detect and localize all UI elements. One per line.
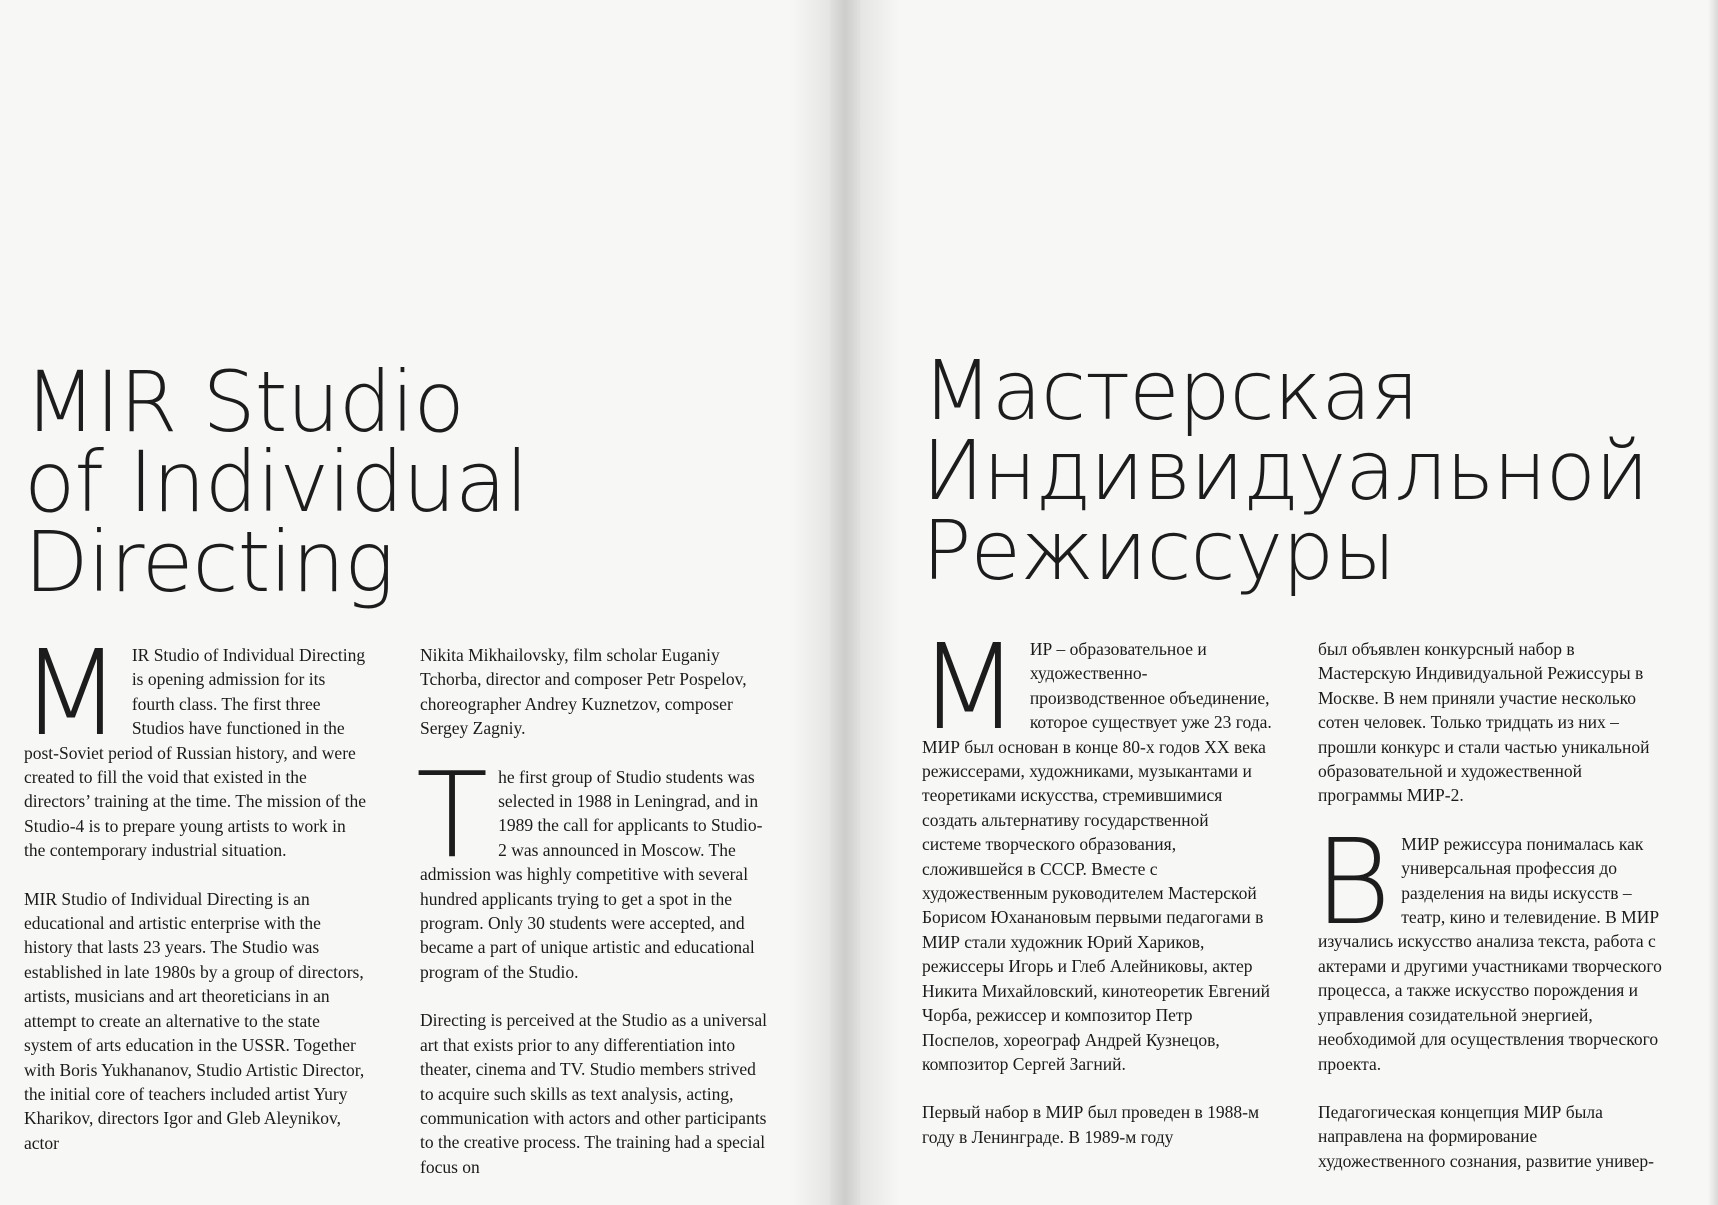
drop-cap-v-cyrillic: В bbox=[1314, 812, 1392, 951]
russian-paragraph-4-text: МИР режиссура понималась как универсальная профессия до разделения на виды искусств – театр, кино и телевидение. В МИР изучались искусство анализа текста, работа с актерами и другими участниками творческого процесса, а также искусство порождения и управления созидательной энергией, необходимой для осуществления творческого проекта. bbox=[1318, 833, 1662, 1074]
english-paragraph-4 bbox=[416, 745, 770, 985]
russian-paragraph-2: Первый набор в МИР был проведен в 1988-м году в Ленинграде. В 1989-м году bbox=[922, 1102, 1260, 1147]
english-paragraph-1 bbox=[20, 624, 369, 863]
english-title bbox=[24, 353, 528, 611]
english-title-line-3: Directing bbox=[24, 513, 394, 611]
english-paragraph-3: Nikita Mikhailovsky, film scholar Euganiy Tchorba, director and composer Petr Pospelov, choreographer Andrey Kuznetzov, composer Sergey Zagniy. bbox=[420, 645, 747, 739]
russian-paragraph-3: был объявлен конкурсный набор в Мастерскую Индивидуальной Режиссуры в Москве. В нем приняли участие несколько сотен человек. Только тридцать из них – прошли конкурс и стали частью уникальной образовательной и художественной программы МИР-2. bbox=[1318, 639, 1650, 806]
drop-cap-m-cyrillic: М bbox=[918, 618, 1020, 756]
english-paragraph-5: Directing is perceived at the Studio as a universal art that exists prior to any differentiation into theater, cinema and TV. Studio members strived to acquire such skills as text analysis, acting, communication with actors and other participants to the creative process. The training had a special focus on bbox=[420, 1010, 767, 1177]
russian-paragraph-1 bbox=[918, 618, 1272, 1076]
english-title-line-2: of Individual bbox=[24, 433, 528, 531]
russian-paragraph-4 bbox=[1314, 812, 1668, 1076]
page-edge-shadow bbox=[1708, 0, 1718, 1205]
english-paragraph-2: MIR Studio of Individual Directing is an educational and artistic enterprise with the history that lasts 23 years. The Studio was established in late 1980s by a group of directors, artists, musicians and art theoreticians in an attempt to create an alternative to the state system of arts education in the USSR. Together with Boris Yukhananov, Studio Artistic Director, the initial core of teachers included artist Yury Kharikov, directors Igor and Gleb Aleynikov, actor bbox=[24, 888, 365, 1153]
book-gutter bbox=[790, 0, 900, 1205]
english-paragraph-1-text: IR Studio of Individual Directing is opening admission for its fourth class. The first three Studios have functioned in the post-Soviet period of Russian history, and were created to fill the void that existed in the directors’ training at the time. The mission of the Studio-4 is to prepare young artists to work in the contemporary industrial situation. bbox=[24, 645, 366, 861]
english-paragraph-4-text: he first group of Studio students was selected in 1988 in Leningrad, and in 1989 the call for applicants to Studio-2 was announced in Moscow. The admission was highly competitive with several hundred applicants trying to get a spot in the program. Only 30 students were accepted, and became a part of unique artistic and educational program of the Studio. bbox=[420, 766, 763, 982]
russian-title-line-2: Индивидуальной bbox=[922, 424, 1648, 519]
russian-title-line-1: Мастерская bbox=[922, 344, 1419, 439]
english-title-line-1: MIR Studio bbox=[24, 353, 464, 451]
russian-column-1 bbox=[918, 618, 1272, 1173]
drop-cap-m: M bbox=[20, 624, 122, 762]
russian-paragraph-5: Педагогическая концепция МИР была направлена на формирование художественного сознания, развитие универ- bbox=[1318, 1101, 1654, 1171]
russian-title-line-3: Режиссуры bbox=[922, 504, 1395, 599]
russian-paragraph-1-text: ИР – образовательное и художественно-производственное объединение, которое существует уже 23 года. МИР был основан в конце 80-х годов XX века режиссерами, художниками, музыкантами и теоретиками искусства, стремившимися создать альтернативу государственной системе творческого образования, сложившейся в СССР. Вместе с художественным руководителем Мастерской Борисом Юханановым первыми педагогами в МИР стали художник Юрий Хариков, режиссеры Игорь и Глеб Алейниковы, актер Никита Михайловский, кинотеоретик Евгений Чорба, режиссер и композитор Петр Поспелов, хореограф Андрей Кузнецов, композитор Сергей Загний. bbox=[922, 639, 1272, 1074]
drop-cap-t: T bbox=[416, 745, 489, 884]
russian-title bbox=[922, 344, 1648, 599]
english-column-2 bbox=[416, 643, 770, 1203]
english-column-1 bbox=[20, 624, 369, 1179]
russian-column-2 bbox=[1314, 637, 1668, 1197]
